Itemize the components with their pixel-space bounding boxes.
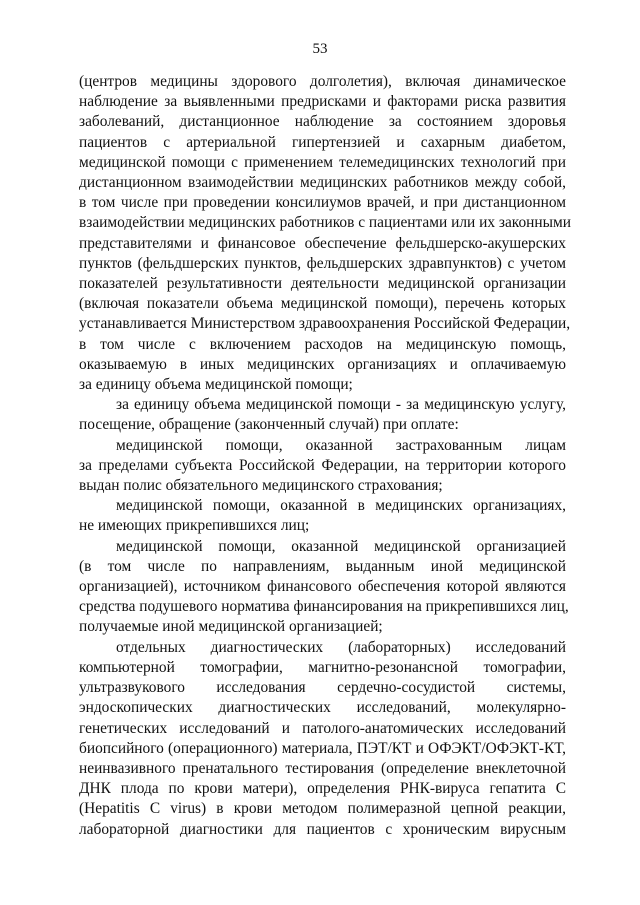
text-line: показателей результативности деятельности медицинской организации xyxy=(79,275,566,293)
text-line: за единицу объема медицинской помощи - за медицинскую услугу, xyxy=(116,396,566,414)
text-line: биопсийного (операционного) материала, ПЭТ/КТ и ОФЭКТ/ОФЭКТ-КТ, xyxy=(79,739,566,757)
text-line: за пределами субъекта Российской Федерации, на территории которого xyxy=(79,456,566,474)
text-line: пациентов с артериальной гипертензией и сахарным диабетом, xyxy=(79,133,566,151)
text-line: представителями и финансовое обеспечение фельдшерско-акушерских xyxy=(79,234,566,252)
text-line: выдан полис обязательного медицинского страхования; xyxy=(79,477,443,495)
paragraph xyxy=(79,395,566,435)
paragraph xyxy=(79,72,571,395)
text-line: ультразвукового исследования сердечно-сосудистой системы, xyxy=(79,679,566,697)
text-line: дистанционном взаимодействии медицинских работников между собой, xyxy=(79,174,566,192)
text-line: наблюдение за выявленными предрисками и факторами риска развития xyxy=(79,93,566,111)
paragraph xyxy=(79,436,566,497)
text-line: эндоскопических диагностических исследований, молекулярно- xyxy=(79,699,566,717)
text-line: устанавливается Министерством здравоохранения Российской Федерации, xyxy=(79,315,571,333)
paragraph xyxy=(79,537,569,638)
text-line: отдельных диагностических (лабораторных) исследований xyxy=(116,638,566,656)
text-line: генетических исследований и патолого-анатомических исследований xyxy=(79,719,566,737)
text-line: (в том числе по направлениям, выданным иной медицинской xyxy=(79,557,566,575)
text-line: ДНК плода по крови матери), определения РНК-вируса гепатита С xyxy=(79,780,566,798)
text-line: пунктов (фельдшерских пунктов, фельдшерских здравпунктов) с учетом xyxy=(79,254,566,272)
text-line: медицинской помощи, оказанной медицинской организацией xyxy=(116,537,566,555)
text-line: за единицу объема медицинской помощи; xyxy=(79,376,353,394)
text-line: компьютерной томографии, магнитно-резонансной томографии, xyxy=(79,658,566,676)
text-line: не имеющих прикрепившихся лиц; xyxy=(79,517,310,535)
page-number: 53 xyxy=(312,41,328,57)
text-line: лабораторной диагностики для пациентов с хроническим вирусным xyxy=(79,820,566,838)
text-line: (включая показатели объема медицинской помощи), перечень которых xyxy=(79,295,566,313)
text-line: (центров медицины здорового долголетия), включая динамическое xyxy=(79,73,566,90)
text-line: медицинской помощи с применением телемедицинских технологий при xyxy=(79,153,566,171)
text-line: в том числе при проведении консилиумов врачей, и при дистанционном xyxy=(79,194,566,212)
text-line: заболеваний, дистанционное наблюдение за состоянием здоровья xyxy=(79,113,566,131)
text-line: медицинской помощи, оказанной застрахованным лицам xyxy=(116,436,566,454)
text-line: средства подушевого норматива финансирования на прикрепившихся лиц, xyxy=(79,598,569,616)
text-line: (Hepatitis C virus) в крови методом полимеразной цепной реакции, xyxy=(79,800,566,818)
text-line: взаимодействии медицинских работников с пациентами или их законными xyxy=(79,214,571,232)
paragraph xyxy=(79,496,566,536)
text-line: организацией), источником финансового обеспечения которой являются xyxy=(79,578,566,596)
paragraph xyxy=(79,638,566,840)
document-body xyxy=(79,72,571,840)
text-line: медицинской помощи, оказанной в медицинских организациях, xyxy=(116,497,566,515)
text-line: получаемые иной медицинской организацией; xyxy=(79,618,383,636)
text-line: неинвазивного пренатального тестирования (определение внеклеточной xyxy=(79,759,566,777)
text-line: посещение, обращение (законченный случай) при оплате: xyxy=(79,416,459,434)
text-line: оказываемую в иных медицинских организациях и оплачиваемую xyxy=(79,355,566,373)
text-line: в том числе с включением расходов на медицинскую помощь, xyxy=(79,335,566,353)
